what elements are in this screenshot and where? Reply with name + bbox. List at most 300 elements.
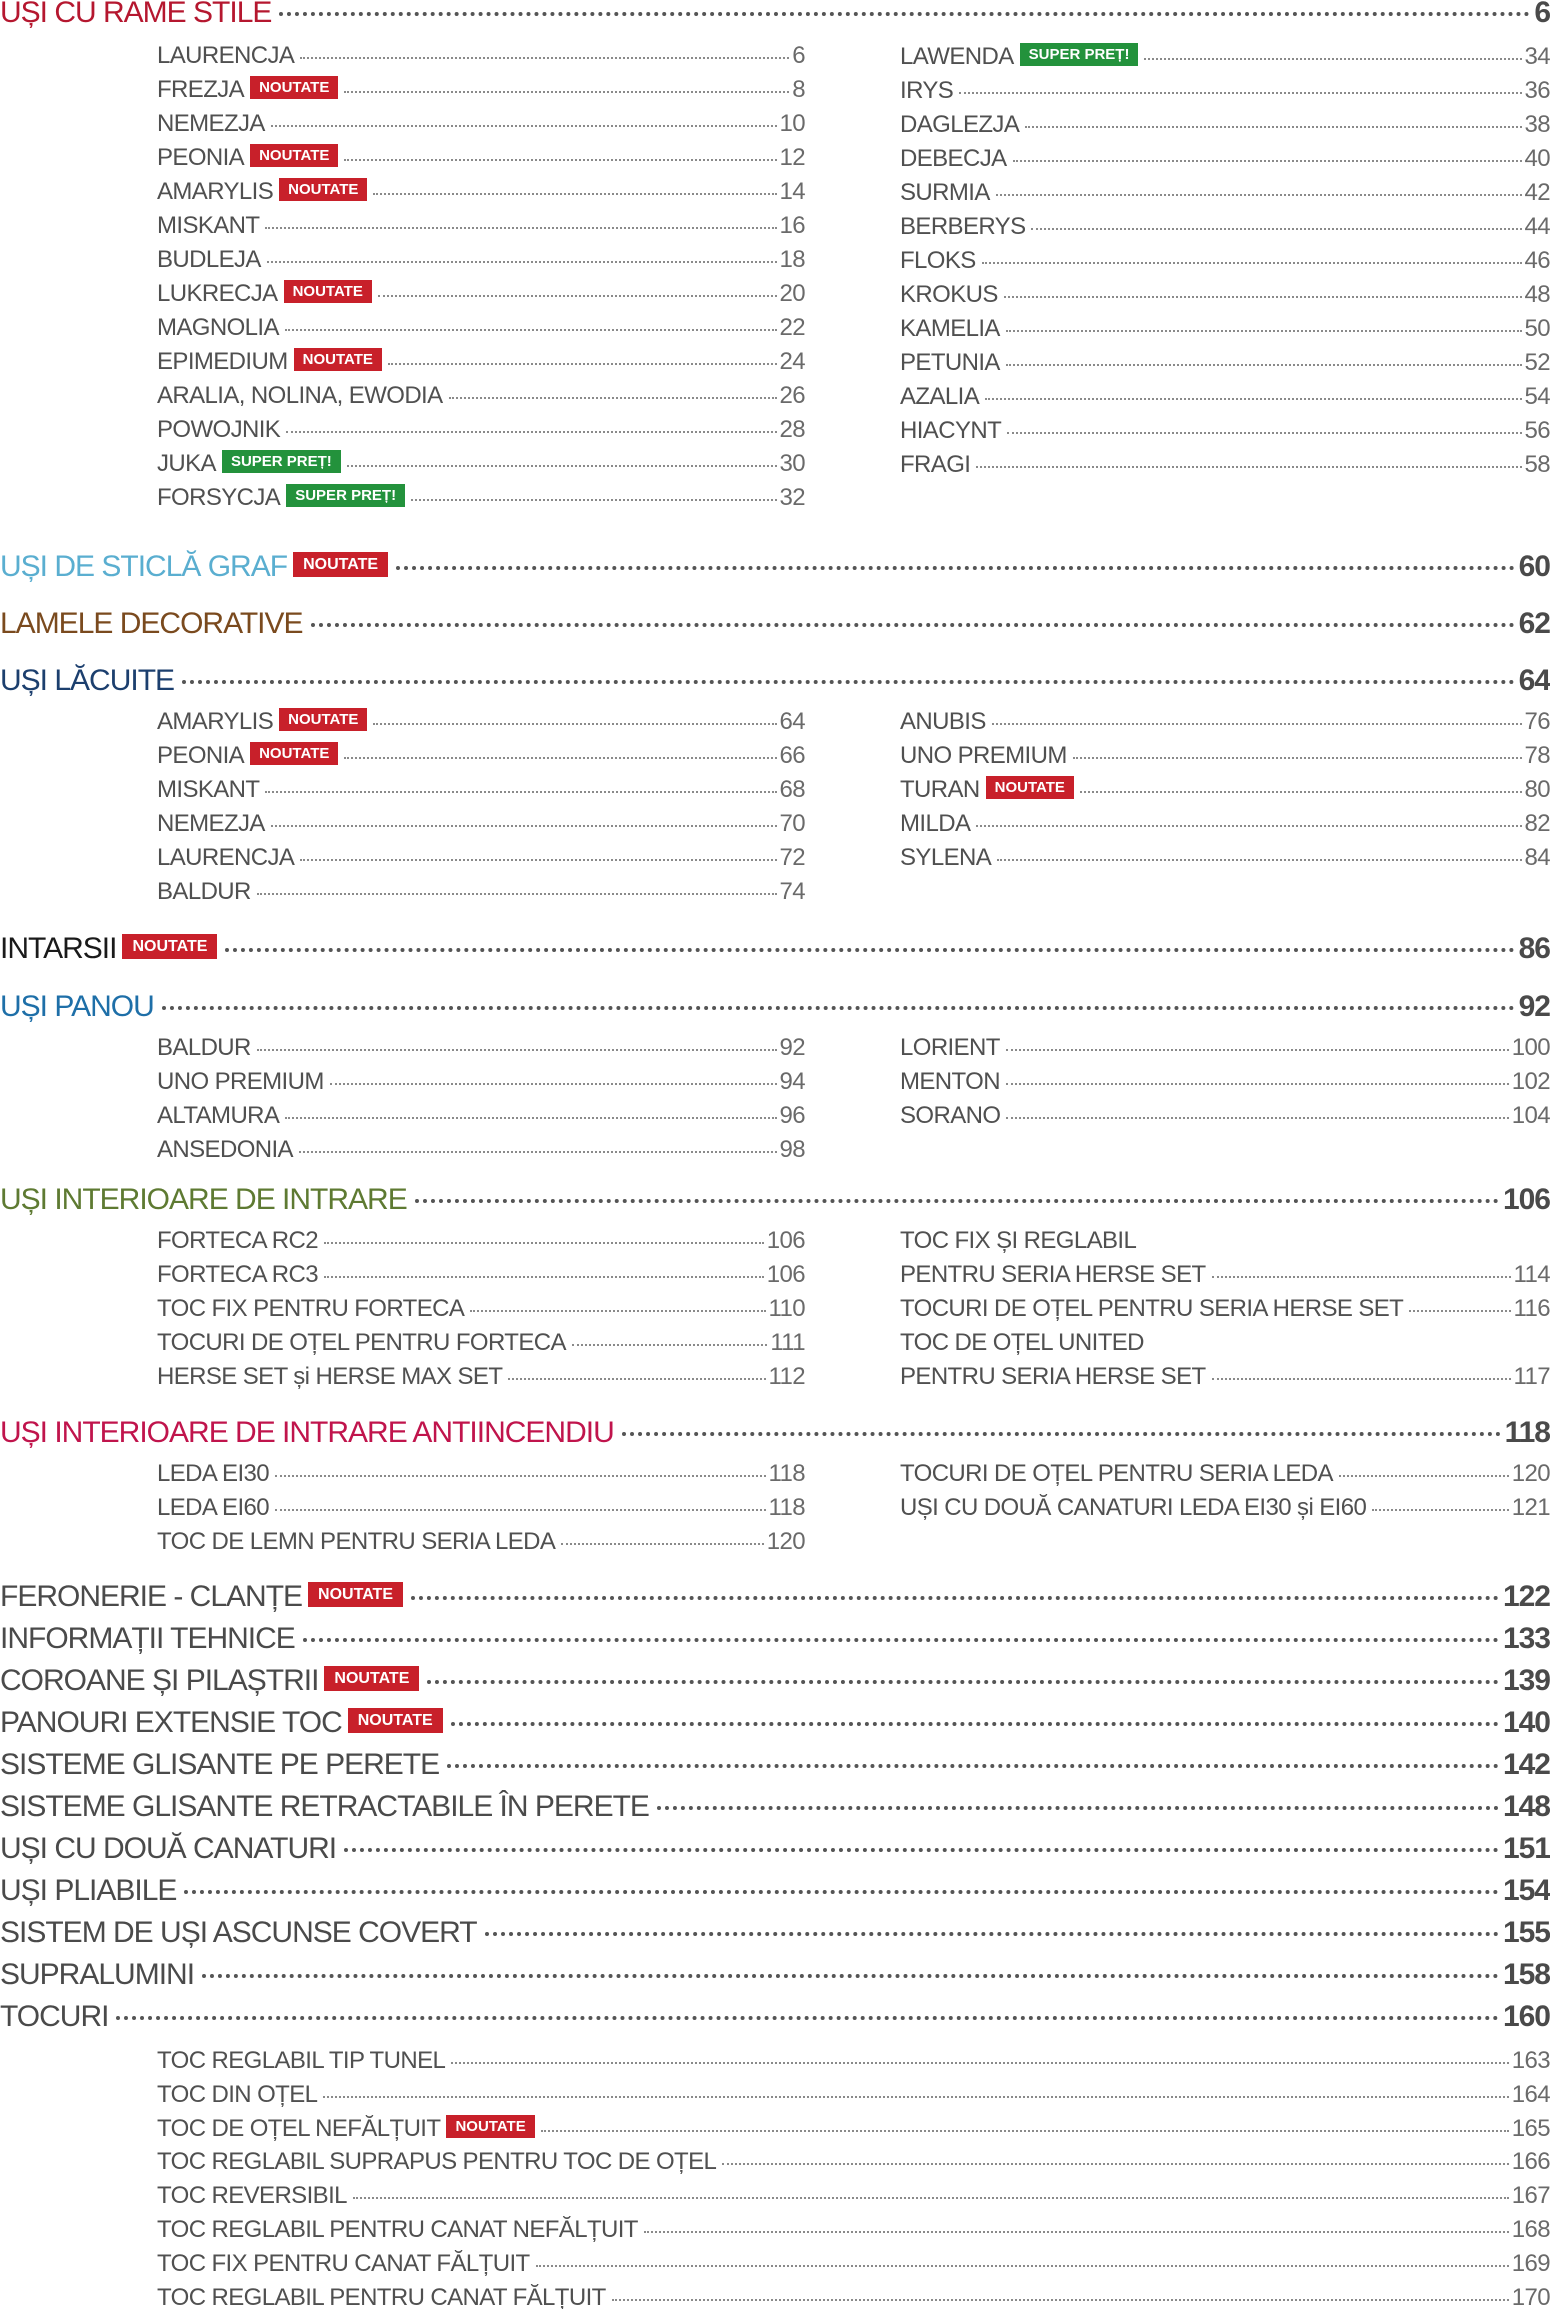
dot-leader	[323, 2096, 1508, 2098]
new-badge: NOUTATE	[293, 552, 388, 577]
toc-sub-entry[interactable]	[900, 1494, 1550, 1526]
dot-leader	[344, 91, 789, 93]
toc-section-entry[interactable]	[0, 1874, 1550, 1914]
toc-section-entry[interactable]	[0, 1748, 1550, 1788]
toc-sub-entry[interactable]	[900, 776, 1550, 808]
toc-sub-entry[interactable]	[157, 2081, 1550, 2113]
toc-sub-entry[interactable]	[157, 382, 805, 414]
entry-title: FORTECA RC3	[157, 1261, 318, 1288]
toc-sub-entry[interactable]	[157, 1528, 805, 1560]
toc-sub-entry[interactable]	[157, 2047, 1550, 2079]
entry-title: AMARYLIS	[157, 708, 274, 735]
page-number: 164	[1511, 2080, 1550, 2108]
page-number: 34	[1524, 43, 1550, 70]
dot-leader	[275, 1475, 766, 1477]
page-number: 148	[1502, 1790, 1550, 1823]
dot-leader	[162, 1006, 1515, 1010]
page-number: 74	[779, 878, 805, 905]
dot-leader	[202, 1974, 1499, 1978]
page-number: 32	[779, 484, 805, 511]
entry-title: TOC DE LEMN PENTRU SERIA LEDA	[157, 1528, 556, 1555]
new-badge: NOUTATE	[348, 1708, 443, 1733]
entry-title: MISKANT	[157, 212, 260, 239]
entry-title: UNO PREMIUM	[157, 1068, 324, 1095]
page-number: 139	[1502, 1664, 1550, 1697]
entry-title: FORSYCJA	[157, 484, 281, 511]
entry-title: UȘI CU RAME STILE	[0, 0, 272, 29]
entry-title: LAURENCJA	[157, 42, 295, 69]
page-number: 110	[768, 1295, 805, 1322]
entry-title: UȘI LĂCUITE	[0, 664, 175, 697]
entry-title: TOCURI	[0, 2000, 109, 2033]
toc-sub-entry[interactable]	[900, 451, 1550, 483]
entry-title: UȘI INTERIOARE DE INTRARE ANTIINCENDIU	[0, 1416, 614, 1449]
entry-title: PENTRU SERIA HERSE SET	[900, 1363, 1206, 1390]
page-number: 151	[1502, 1832, 1550, 1865]
toc-sub-entry[interactable]	[900, 1295, 1550, 1327]
dot-leader	[225, 948, 1514, 952]
toc-section-entry[interactable]	[0, 0, 1550, 36]
dot-leader	[561, 1543, 763, 1545]
entry-title: PENTRU SERIA HERSE SET	[900, 1261, 1206, 1288]
entry-title: INTARSII	[0, 932, 117, 965]
page-number: 121	[1511, 1494, 1550, 1521]
dot-leader	[447, 1764, 1499, 1768]
page-number: 68	[779, 776, 805, 803]
page-number: 66	[779, 742, 805, 769]
page-number: 62	[1518, 607, 1550, 640]
entry-title: AZALIA	[900, 383, 980, 410]
dot-leader	[1006, 1117, 1508, 1119]
toc-sub-entry[interactable]	[900, 315, 1550, 347]
toc-sub-entry[interactable]	[157, 810, 805, 842]
entry-title: BERBERYS	[900, 213, 1026, 240]
toc-section-entry[interactable]	[0, 1958, 1550, 1998]
toc-sub-entry[interactable]	[157, 1329, 805, 1361]
dot-leader	[300, 859, 776, 861]
page-number: 163	[1511, 2047, 1550, 2074]
page-number: 6	[1534, 0, 1550, 29]
entry-title: KROKUS	[900, 281, 998, 308]
dot-leader	[1409, 1310, 1510, 1312]
page-number: 106	[766, 1227, 805, 1254]
dot-leader	[959, 92, 1521, 94]
entry-title: ANSEDONIA	[157, 1136, 293, 1163]
page-number: 166	[1511, 2148, 1550, 2176]
dot-leader	[411, 1596, 1499, 1600]
toc-sub-entry[interactable]	[157, 42, 805, 74]
dot-leader	[485, 1932, 1499, 1936]
toc-section-entry[interactable]	[0, 664, 1550, 704]
entry-title: LEDA EI30	[157, 1460, 270, 1487]
dot-leader	[182, 680, 1515, 684]
dot-leader	[1080, 791, 1522, 793]
entry-title: MISKANT	[157, 776, 260, 803]
entry-title: MILDA	[900, 810, 971, 837]
dot-leader	[982, 262, 1522, 264]
dot-leader	[1006, 364, 1522, 366]
page-number: 72	[779, 844, 805, 871]
new-badge: NOUTATE	[250, 76, 338, 99]
dot-leader	[1144, 58, 1521, 60]
toc-sub-entry[interactable]	[157, 450, 805, 482]
toc-sub-entry[interactable]	[157, 776, 805, 808]
entry-title: TOC REGLABIL SUPRAPUS PENTRU TOC DE OȚEL	[157, 2148, 717, 2176]
toc-sub-entry[interactable]	[900, 1102, 1550, 1134]
dot-leader	[1007, 432, 1521, 434]
toc-sub-entry[interactable]	[157, 1460, 805, 1492]
entry-title: SORANO	[900, 1102, 1001, 1129]
toc-sub-entry[interactable]	[900, 1460, 1550, 1492]
toc-sub-entry[interactable]	[157, 2250, 1550, 2282]
page-number: 80	[1524, 776, 1550, 803]
dot-leader	[1006, 1049, 1509, 1051]
toc-section-entry[interactable]	[0, 1622, 1550, 1662]
dot-leader	[347, 465, 777, 467]
page-number: 22	[779, 314, 805, 341]
dot-leader	[536, 2265, 1509, 2267]
dot-leader	[1073, 757, 1522, 759]
entry-title: TOC REGLABIL PENTRU CANAT FĂLȚUIT	[157, 2283, 606, 2309]
toc-sub-entry[interactable]	[900, 844, 1550, 876]
dot-leader	[992, 723, 1522, 725]
dot-leader	[373, 193, 776, 195]
toc-sub-entry[interactable]	[157, 708, 805, 740]
page-number: 6	[792, 42, 805, 69]
toc-section-entry[interactable]	[0, 1580, 1550, 1620]
page-number: 14	[779, 178, 805, 205]
page-number: 104	[1511, 1102, 1550, 1129]
new-badge: NOUTATE	[324, 1666, 419, 1691]
toc-sub-entry[interactable]	[900, 1227, 1550, 1259]
entry-title: LORIENT	[900, 1034, 1000, 1061]
page-number: 24	[779, 348, 805, 375]
page-number: 102	[1511, 1068, 1550, 1095]
toc-section-entry[interactable]	[0, 1183, 1550, 1223]
entry-title: MENTON	[900, 1068, 1000, 1095]
dot-leader	[976, 466, 1521, 468]
entry-title: TOCURI DE OȚEL PENTRU SERIA HERSE SET	[900, 1295, 1404, 1322]
toc-sub-entry[interactable]	[157, 2148, 1550, 2180]
dot-leader	[324, 1242, 764, 1244]
toc-sub-entry[interactable]	[900, 111, 1550, 143]
dot-leader	[572, 1344, 767, 1346]
entry-title: MAGNOLIA	[157, 314, 279, 341]
toc-sub-entry[interactable]	[900, 43, 1550, 75]
toc-sub-entry[interactable]	[157, 314, 805, 346]
page-number: 140	[1502, 1706, 1550, 1739]
toc-sub-entry[interactable]	[157, 1494, 805, 1526]
entry-title: TOC FIX PENTRU CANAT FĂLȚUIT	[157, 2249, 530, 2277]
toc-sub-entry[interactable]	[157, 2284, 1550, 2309]
entry-title: PEONIA	[157, 742, 245, 769]
toc-section-entry[interactable]	[0, 1916, 1550, 1956]
toc-sub-entry[interactable]	[900, 417, 1550, 449]
page-number: 158	[1502, 1958, 1550, 1991]
page-number: 98	[779, 1136, 805, 1163]
dot-leader	[997, 859, 1521, 861]
toc-section-entry[interactable]	[0, 1416, 1550, 1456]
dot-leader	[415, 1199, 1499, 1203]
toc-sub-entry[interactable]	[900, 810, 1550, 842]
page-number: 122	[1502, 1580, 1550, 1613]
dot-leader	[985, 398, 1521, 400]
entry-title: INFORMAȚII TEHNICE	[0, 1622, 295, 1655]
dot-leader	[1372, 1509, 1509, 1511]
page-number: 84	[1524, 844, 1550, 871]
toc-sub-entry[interactable]	[157, 2115, 1550, 2147]
page-number: 96	[779, 1102, 805, 1129]
toc-sub-entry[interactable]	[900, 145, 1550, 177]
toc-sub-entry[interactable]	[157, 2216, 1550, 2248]
dot-leader	[541, 2130, 1509, 2132]
entry-title: SISTEM DE UȘI ASCUNSE COVERT	[0, 1916, 477, 1949]
entry-title: TOC DE OȚEL NEFĂLȚUIT	[157, 2114, 441, 2142]
toc-sub-entry[interactable]	[900, 349, 1550, 381]
toc-sub-entry[interactable]	[157, 1227, 805, 1259]
toc-sub-entry[interactable]	[900, 281, 1550, 313]
dot-leader	[184, 1890, 1499, 1894]
toc-sub-entry[interactable]	[157, 144, 805, 176]
page-number: 10	[779, 110, 805, 137]
toc-sub-entry[interactable]	[157, 1295, 805, 1327]
toc-sub-entry[interactable]	[157, 416, 805, 448]
dot-leader	[411, 499, 776, 501]
dot-leader	[285, 1117, 776, 1119]
dot-leader	[324, 1276, 764, 1278]
page-number: 78	[1524, 742, 1550, 769]
toc-sub-entry[interactable]	[900, 383, 1550, 415]
toc-sub-entry[interactable]	[900, 247, 1550, 279]
dot-leader	[388, 363, 777, 365]
entry-title: TOCURI DE OȚEL PENTRU FORTECA	[157, 1329, 566, 1356]
toc-sub-entry[interactable]	[157, 484, 805, 516]
dot-leader	[1212, 1276, 1511, 1278]
page-number: 111	[770, 1329, 805, 1356]
page-number: 56	[1524, 417, 1550, 444]
page-number: 118	[768, 1460, 805, 1487]
dot-leader	[271, 825, 777, 827]
dot-leader	[271, 125, 777, 127]
page-number: 154	[1502, 1874, 1550, 1907]
entry-title: UNO PREMIUM	[900, 742, 1067, 769]
dot-leader	[257, 1049, 777, 1051]
page-number: 168	[1511, 2216, 1550, 2243]
toc-sub-entry[interactable]	[157, 742, 805, 774]
dot-leader	[344, 159, 776, 161]
entry-title: POWOJNIK	[157, 416, 281, 443]
super-price-badge: SUPER PREȚ!	[222, 450, 341, 473]
dot-leader	[622, 1432, 1501, 1436]
new-badge: NOUTATE	[250, 742, 338, 765]
dot-leader	[1013, 160, 1522, 162]
entry-title: FERONERIE - CLANȚE	[0, 1580, 303, 1613]
entry-title: KAMELIA	[900, 315, 1000, 342]
toc-sub-entry[interactable]	[157, 76, 805, 108]
entry-title: LEDA EI60	[157, 1494, 270, 1521]
entry-title: SISTEME GLISANTE RETRACTABILE ÎN PERETE	[0, 1790, 649, 1823]
toc-section-entry[interactable]	[0, 1832, 1550, 1872]
page-number: 116	[1513, 1295, 1550, 1322]
page-number: 26	[779, 382, 805, 409]
entry-title: SISTEME GLISANTE PE PERETE	[0, 1748, 440, 1781]
entry-title: BALDUR	[157, 878, 251, 905]
toc-sub-entry[interactable]	[900, 77, 1550, 109]
dot-leader	[257, 893, 777, 895]
toc-sub-entry[interactable]	[157, 178, 805, 210]
dot-leader	[300, 57, 789, 59]
page-number: 70	[779, 810, 805, 837]
page-number: 28	[779, 416, 805, 443]
toc-sub-entry[interactable]	[900, 1329, 1550, 1361]
toc-sub-entry[interactable]	[157, 1136, 805, 1168]
page-number: 133	[1502, 1622, 1550, 1655]
toc-sub-entry[interactable]	[157, 1102, 805, 1134]
toc-sub-entry[interactable]	[900, 708, 1550, 740]
toc-section-entry[interactable]	[0, 1790, 1550, 1830]
entry-title: BUDLEJA	[157, 246, 261, 273]
page-number: 114	[1513, 1261, 1550, 1288]
entry-title: PANOURI EXTENSIE TOC	[0, 1706, 342, 1739]
entry-title: DEBECJA	[900, 145, 1007, 172]
page-number: 58	[1524, 451, 1550, 478]
entry-title: TOC DIN OȚEL	[157, 2080, 318, 2108]
toc-section-entry[interactable]	[0, 990, 1550, 1030]
dot-leader	[1004, 296, 1522, 298]
new-badge: NOUTATE	[294, 348, 382, 371]
toc-sub-entry[interactable]	[900, 1261, 1550, 1293]
page-number: 167	[1511, 2182, 1550, 2210]
page-number: 169	[1511, 2249, 1550, 2277]
dot-leader	[330, 1083, 777, 1085]
page-number: 118	[1504, 1416, 1550, 1449]
page-number: 8	[792, 76, 805, 103]
entry-title: TOC FIX PENTRU FORTECA	[157, 1295, 465, 1322]
toc-section-entry[interactable]	[0, 1706, 1550, 1746]
dot-leader	[1006, 1083, 1509, 1085]
toc-sub-entry[interactable]	[157, 212, 805, 244]
entry-title: FLOKS	[900, 247, 976, 274]
page-number: 30	[779, 450, 805, 477]
dot-leader	[265, 227, 776, 229]
page-number: 36	[1524, 77, 1550, 104]
entry-title: NEMEZJA	[157, 810, 265, 837]
entry-title: UȘI CU DOUĂ CANATURI	[0, 1832, 337, 1865]
toc-section-entry[interactable]	[0, 550, 1550, 590]
dot-leader	[451, 1722, 1499, 1726]
entry-title: HERSE SET și HERSE MAX SET	[157, 1363, 503, 1390]
toc-section-entry[interactable]	[0, 2000, 1550, 2040]
toc-sub-entry[interactable]	[157, 348, 805, 380]
entry-title: HIACYNT	[900, 417, 1002, 444]
page-number: 106	[1502, 1183, 1550, 1216]
page-number: 38	[1524, 111, 1550, 138]
toc-sub-entry[interactable]	[900, 1363, 1550, 1395]
new-badge: NOUTATE	[308, 1582, 403, 1607]
page-number: 20	[779, 280, 805, 307]
page-number: 112	[768, 1363, 805, 1390]
page-number: 64	[779, 708, 805, 735]
page-number: 142	[1502, 1748, 1550, 1781]
entry-title: JUKA	[157, 450, 216, 477]
entry-title: LAMELE DECORATIVE	[0, 607, 303, 640]
entry-title: PETUNIA	[900, 349, 1000, 376]
page-number: 155	[1502, 1916, 1550, 1949]
page-number: 64	[1518, 664, 1550, 697]
page-number: 12	[779, 144, 805, 171]
entry-title: SURMIA	[900, 179, 990, 206]
dot-leader	[1031, 228, 1521, 230]
dot-leader	[396, 566, 1515, 570]
toc-section-entry[interactable]	[0, 607, 1550, 647]
toc-sub-entry[interactable]	[157, 280, 805, 312]
toc-sub-entry[interactable]	[900, 1068, 1550, 1100]
page-number: 100	[1511, 1034, 1550, 1061]
toc-section-entry[interactable]	[0, 1664, 1550, 1704]
toc-sub-entry[interactable]	[900, 742, 1550, 774]
new-badge: NOUTATE	[122, 934, 217, 959]
dot-leader	[353, 2197, 1509, 2199]
toc-sub-entry[interactable]	[157, 1363, 805, 1395]
entry-title: TOCURI DE OȚEL PENTRU SERIA LEDA	[900, 1460, 1333, 1487]
entry-title: NEMEZJA	[157, 110, 265, 137]
toc-sub-entry[interactable]	[157, 878, 805, 910]
toc-sub-entry[interactable]	[157, 2182, 1550, 2214]
dot-leader	[976, 825, 1521, 827]
new-badge: NOUTATE	[284, 280, 372, 303]
page-number: 106	[766, 1261, 805, 1288]
toc-sub-entry[interactable]	[157, 1068, 805, 1100]
page-number: 50	[1524, 315, 1550, 342]
dot-leader	[508, 1378, 765, 1380]
page-number: 92	[1518, 990, 1550, 1023]
entry-title: TOC REVERSIBIL	[157, 2182, 347, 2210]
toc-sub-entry[interactable]	[900, 1034, 1550, 1066]
toc-sub-entry[interactable]	[900, 213, 1550, 245]
entry-title: AMARYLIS	[157, 178, 274, 205]
dot-leader	[303, 1638, 1499, 1642]
page-number: 120	[766, 1528, 805, 1555]
dot-leader	[344, 1848, 1499, 1852]
toc-sub-entry[interactable]	[157, 1034, 805, 1066]
entry-title: SUPRALUMINI	[0, 1958, 195, 1991]
page-number: 82	[1524, 810, 1550, 837]
dot-leader	[373, 723, 776, 725]
page-number: 46	[1524, 247, 1550, 274]
toc-sub-entry[interactable]	[157, 246, 805, 278]
entry-title: TOC FIX ȘI REGLABIL	[900, 1227, 1137, 1254]
toc-sub-entry[interactable]	[157, 1261, 805, 1293]
dot-leader	[657, 1806, 1499, 1810]
dot-leader	[311, 623, 1515, 627]
page-number: 94	[779, 1068, 805, 1095]
dot-leader	[449, 397, 777, 399]
toc-sub-entry[interactable]	[157, 844, 805, 876]
entry-title: UȘI INTERIOARE DE INTRARE	[0, 1183, 407, 1216]
dot-leader	[116, 2016, 1498, 2020]
toc-section-entry[interactable]	[0, 932, 1550, 972]
page-number: 120	[1511, 1460, 1550, 1487]
page-number: 86	[1518, 932, 1550, 965]
entry-title: SYLENA	[900, 844, 992, 871]
new-badge: NOUTATE	[986, 776, 1074, 799]
toc-sub-entry[interactable]	[900, 179, 1550, 211]
entry-title: IRYS	[900, 77, 954, 104]
entry-title: FORTECA RC2	[157, 1227, 318, 1254]
page-number: 118	[768, 1494, 805, 1521]
page-number: 48	[1524, 281, 1550, 308]
toc-sub-entry[interactable]	[157, 110, 805, 142]
